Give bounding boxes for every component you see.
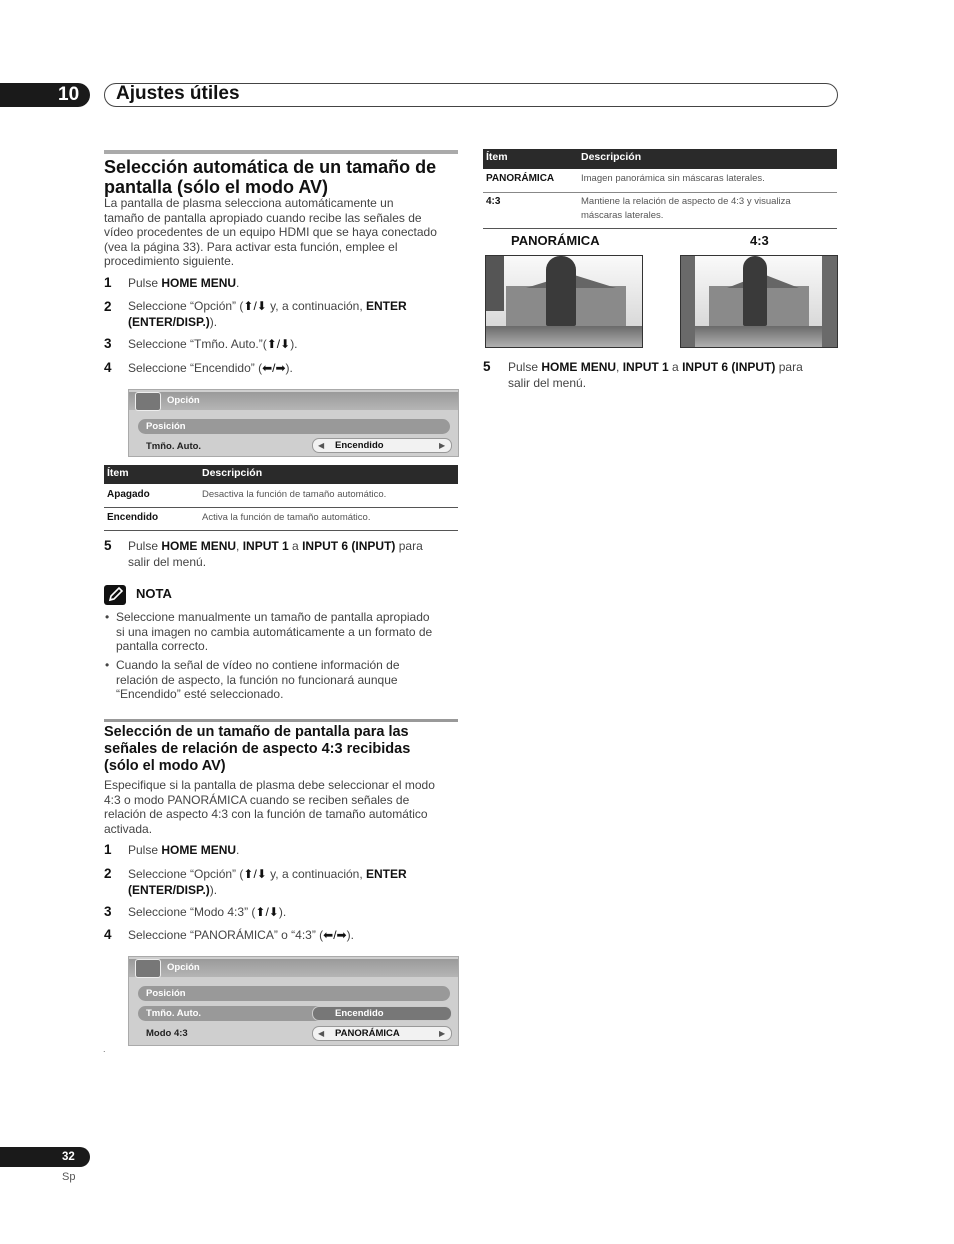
step-text: Seleccione “Opción” (⬆/⬇ y, a continuación, ENTER (ENTER/DISP.)).: [128, 299, 407, 329]
page-number: 32: [62, 1151, 75, 1163]
osd-row-label: Tmño. Auto.: [146, 1008, 202, 1019]
step-number: 3: [104, 904, 112, 919]
osd-row-label: Tmño. Auto.: [146, 441, 202, 452]
option-menu-icon: [135, 959, 161, 978]
step-text: Pulse HOME MENU.: [128, 276, 240, 290]
arrow-up-down-icon: ⬆/⬇: [255, 905, 279, 919]
step-number: 1: [104, 842, 112, 857]
step-text: Pulse HOME MENU.: [128, 843, 240, 857]
right-triangle-icon: ▶: [439, 1029, 446, 1038]
table-cell-item: 4:3: [486, 196, 501, 207]
table-header-cell: Descripción: [581, 151, 642, 163]
osd-value: PANORÁMICA: [335, 1028, 400, 1039]
osd-row-label: Posición: [146, 988, 186, 999]
section-title: Selección automática de un tamaño de pantalla (sólo el modo AV): [104, 157, 437, 197]
step-text: Pulse HOME MENU, INPUT 1 a INPUT 6 (INPUT) para salir del menú.: [128, 539, 423, 569]
table-row-divider: [104, 530, 458, 531]
step-number: 4: [104, 927, 112, 942]
section-intro: La pantalla de plasma selecciona automáticamente un tamaño de pantalla apropiado cuando recibe las señales de vídeo procedentes de un equipo HDMI que se haya conectado (vea la página 33). Para activar esta función, emplee el procedimiento siguiente.: [104, 196, 437, 268]
table-row-divider: [483, 192, 837, 193]
bullet-icon: •: [105, 610, 110, 624]
section-intro: Especifique si la pantalla de plasma debe seleccionar el modo 4:3 o modo PANORÁMICA cuando se reciben señales de relación de aspecto 4:3 con la función de tamaño automático activada.: [104, 778, 435, 836]
note-label: NOTA: [136, 586, 172, 601]
note-item: • Cuando la señal de vídeo no contiene información de relación de aspecto, la función no funcionará aunque “Encendido” esté seleccionado.: [105, 658, 400, 701]
chapter-title: Ajustes útiles: [116, 83, 240, 104]
osd-title: Opción: [167, 395, 200, 406]
step-text: Seleccione “Encendido” (⬅/➡).: [128, 361, 293, 375]
step-text: Seleccione “Modo 4:3” (⬆/⬇).: [128, 905, 287, 919]
step-number: 4: [104, 360, 112, 375]
table-cell-item: Apagado: [107, 489, 150, 500]
step-number: 3: [104, 336, 112, 351]
table-header-cell: Ítem: [486, 151, 508, 163]
osd-menu: [128, 956, 459, 1046]
table-header-cell: Ítem: [107, 467, 129, 479]
note-item: • Seleccione manualmente un tamaño de pantalla apropiado si una imagen no cambia automáticamente a un formato de pantalla correcto.: [105, 610, 433, 653]
table-cell-desc: Activa la función de tamaño automático.: [202, 512, 371, 523]
option-menu-icon: [135, 392, 161, 411]
left-triangle-icon: ◀: [318, 1029, 325, 1038]
table-cell-desc: Imagen panorámica sin máscaras laterales.: [581, 173, 765, 184]
language-code: Sp: [62, 1171, 76, 1183]
osd-title: Opción: [167, 962, 200, 973]
osd-row-label: Modo 4:3: [146, 1028, 188, 1039]
stray-dot: .: [103, 1044, 106, 1054]
osd-row-label: Posición: [146, 421, 186, 432]
arrow-up-down-icon: ⬆/⬇: [243, 867, 267, 881]
step-number: 1: [104, 275, 112, 290]
step-number: 2: [104, 866, 112, 881]
step-number: 5: [483, 359, 491, 374]
table-header-cell: Descripción: [202, 467, 263, 479]
section-rule: [104, 719, 458, 722]
step-text: Seleccione “Tmño. Auto.”(⬆/⬇).: [128, 337, 298, 351]
table-cell-item: PANORÁMICA: [486, 173, 555, 184]
osd-value: Encendido: [335, 1008, 384, 1019]
section-title: Selección de un tamaño de pantalla para las señales de relación de aspecto 4:3 recibidas (sólo el modo AV): [104, 724, 411, 774]
chapter-number: 10: [58, 84, 80, 105]
left-triangle-icon: ◀: [318, 441, 325, 450]
step-text: Seleccione “Opción” (⬆/⬇ y, a continuación, ENTER (ENTER/DISP.)).: [128, 867, 407, 897]
table-row-divider: [104, 507, 458, 508]
photo-label: PANORÁMICA: [511, 233, 600, 248]
step-number: 2: [104, 299, 112, 314]
section-rule: [104, 150, 458, 154]
arrow-left-right-icon: ⬅/➡: [323, 928, 347, 942]
photo-label: 4:3: [750, 233, 769, 248]
table-header: [483, 149, 837, 169]
right-triangle-icon: ▶: [439, 441, 446, 450]
aspect-4-3-example-image: [680, 255, 838, 348]
table-cell-desc: Desactiva la función de tamaño automático.: [202, 489, 387, 500]
page-number-tab: [0, 1147, 90, 1167]
bullet-icon: •: [105, 658, 110, 672]
arrow-up-down-icon: ⬆/⬇: [266, 337, 291, 351]
osd-menu: [128, 389, 459, 457]
step-number: 5: [104, 538, 112, 553]
step-text: Seleccione “PANORÁMICA” o “4:3” (⬅/➡).: [128, 928, 354, 942]
table-cell-desc: Mantiene la relación de aspecto de 4:3 y visualiza máscaras laterales.: [581, 196, 791, 221]
panoramic-example-image: [485, 255, 643, 348]
arrow-up-down-icon: ⬆/⬇: [243, 299, 267, 313]
step-text: Pulse HOME MENU, INPUT 1 a INPUT 6 (INPUT) para salir del menú.: [508, 360, 803, 390]
arrow-left-right-icon: ⬅/➡: [262, 361, 286, 375]
table-row-divider: [483, 228, 837, 229]
osd-value: Encendido: [335, 440, 384, 451]
table-cell-item: Encendido: [107, 512, 159, 523]
table-header: [104, 465, 458, 484]
note-pencil-icon: [104, 585, 126, 605]
